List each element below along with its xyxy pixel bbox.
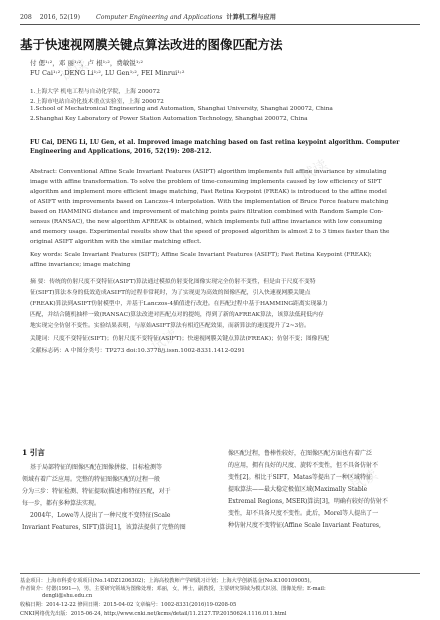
affiliation-line: 1.School of Mechatronical Engineering and Automation, Shanghai University, Shanghai 200072, China: [30, 106, 333, 112]
abstract-en-line: of ASIFT with improvements based on Lanczos-4 interpolation. With the implementation of Bruce Force feature matching: [30, 199, 389, 205]
abstract-cn-line: 征(SIFT)算法本身的低效造成ASIFT的过程非常耗时，为了实现更为高效的图像匹配，引入快速视网膜关键点: [30, 290, 311, 296]
paper-title: 基于快速视网膜关键点算法改进的图像匹配方法: [20, 37, 283, 52]
affiliation-line: 2.Shanghai Key Laboratory of Power Station Automation Technology, Shanghai 200072, China: [30, 116, 308, 122]
affiliation-line: 1.上海大学 机电工程与自动化学院，上海 200072: [30, 89, 160, 95]
affiliation-line: 2.上海市电站自动化技术重点实验室，上海 200072: [30, 99, 164, 105]
body-text-line: 分为三步：特征检测、特征提取(描述)和特征匹配，对于: [22, 488, 171, 495]
abstract-en-line: image with affine transformation. To solve the problem of time-consuming implements caused by low efficiency of SIFT: [30, 179, 382, 185]
body-text-line: 每一步，都有多种算法实现。: [22, 500, 101, 507]
footnote-line: 基金项目：上海市科委专项项目(No.14DZ1206302)；上海高校教师产学研践习计划；上海大学创新基金(No.K100109005)。: [20, 578, 315, 584]
body-text-line: 种仿射尺度不变特征(Affine Scale Invariant Features,: [228, 522, 381, 529]
body-text-line: 像匹配过程，鲁棒性较好，在图像匹配方面也有着广泛: [228, 450, 373, 457]
footnote-rule: [20, 573, 420, 574]
running-header: [20, 12, 420, 24]
abstract-en-line: sensus (RANSAC), the new algorithm AFREAK is obtained, which implements full affine invariance with low consuming: [30, 219, 383, 225]
abstract-en-line: original ASIFT algorithm with the similar matching effect.: [30, 239, 202, 245]
abstract-cn-line: 地实现完全仿射不变性。实验结果表明，与原始ASIFT算法有相近匹配效果，而新算法的速度提升了2~3倍。: [30, 323, 310, 329]
body-text-line: 的应用，拥有良好的尺度、旋转不变性，但不具备仿射不: [228, 462, 379, 469]
citation-line: FU Cai, DENG Li, LU Gen, et al. Improved image matching based on fast retina keypoint algorithm. Computer: [30, 139, 400, 146]
footnote-line: dengli@shu.edu.cn: [42, 593, 93, 599]
document-codes: 文献标志码：A 中图分类号：TP273 doi:10.3778/j.issn.1002-8331.1412-0291: [30, 348, 245, 354]
keywords-en-line: Key words: Scale Invariant Features (SIFT); Affine Scale Invariant Features (ASIFT); Fast Retina Keypoint (FREAK);: [30, 252, 372, 258]
footnote-line: CNKI网络优先出版：2015-06-24, http://www.cnki.net/kcms/detail/11.2127.TP.20150624.1116.011.html: [20, 611, 287, 617]
header-rule: [20, 24, 420, 25]
page-number: 208: [20, 14, 32, 21]
footnote-line: 收稿日期：2014-12-22 修回日期：2015-04-02 文章编号：1002-8331(2016)19-0208-05: [20, 602, 237, 608]
watermark-text: 试读: [58, 56, 91, 85]
keywords-cn: 关键词：尺度不变特征(SIFT)；仿射尺度不变特征(ASIFT)；快速视网膜关键点算法(FREAK)；仿射不变；图像匹配: [30, 336, 330, 342]
body-text-line: 基于局部特征的图像匹配在图像拼接、目标检测等: [30, 464, 163, 471]
watermark-text: 试读: [298, 156, 331, 185]
authors-cn: 付 偲¹˒²，邓 丽¹˒²，卢 根¹˒²，费敏锐¹˒²: [30, 59, 144, 67]
body-text-line: 提取算法——最大稳定极值区域(Maximally Stable: [228, 486, 368, 493]
body-text-line: Extremal Regions, MSER)算法[3]，明确有较好的仿射不: [228, 498, 388, 505]
abstract-en-line: and memory usage. Experimental results show that the speed of proposed algorithm is almost 2 to 3 times faster than the: [30, 229, 390, 235]
watermark-text: 试读: [348, 466, 381, 495]
body-text-line: 领域有着广泛应用。完整的特征图像匹配的过程一般: [22, 476, 161, 483]
abstract-en-line: based on HAMMING distance and improvement of matching points pairs filtration combined with Random Sample Con-: [30, 209, 384, 215]
authors-en: FU Cai¹˒², DENG Li¹˒², LU Gen¹˒², FEI Minrui¹˒²: [30, 69, 185, 77]
issue-info: 2016, 52(19): [39, 14, 81, 21]
body-text-line: 变性[2]。相比于SIFT，Matas等提出了一种区域特征: [228, 474, 372, 481]
footnote-line: 作者简介：付偲(1991—)，男，主要研究领域为图像处理；邓丽，女，博士，副教授，主要研究领域为模式识别、图像处理；E-mail:: [20, 586, 326, 592]
body-text-line: 变性，却不具备尺度不变性。此后，Morel等人提出了一: [228, 510, 379, 517]
journal-name-cn: 计算机工程与应用: [226, 14, 276, 21]
body-text-line: 2004年，Lowe等人提出了一种尺度不变特征(Scale: [30, 512, 171, 519]
abstract-en-line: Abstract: Conventional Affine Scale Invariant Features (ASIFT) algorithm implements full affine invariance by simulating: [30, 169, 387, 175]
citation-line: Engineering and Applications, 2016, 52(19): 208-212.: [30, 148, 212, 155]
journal-name-en: Computer Engineering and Applications: [96, 14, 223, 21]
abstract-en-line: algorithm and implement more efficient image matching, Fast Retina Keypoint (FREAK) is introduced to the affine model: [30, 189, 387, 195]
watermark-text: 试读: [148, 326, 181, 355]
section-heading: 1 引言: [22, 448, 45, 457]
abstract-cn-line: 匹配，并结合随机抽样一致(RANSAC)算法改进对匹配点对的提纯，得到了新的AFREAK算法，该算法低耗低内存: [30, 312, 324, 318]
abstract-cn-line: 摘 要：传统的仿射尺度不变特征(ASIFT)算法通过模拟仿射变化图像实现完全仿射不变性，但是由于尺度不变特: [30, 279, 316, 285]
abstract-cn-line: (FREAK)算法到ASIFT仿射模型中，并基于Lanczos-4插值进行改进。在匹配过程中基于HAMMING距离实现暴力: [30, 301, 328, 307]
body-text-line: Invariant Features, SIFT)算法[1]，该算法提供了完整的图: [22, 524, 186, 531]
keywords-en-line: affine invariance; image matching: [30, 262, 131, 268]
